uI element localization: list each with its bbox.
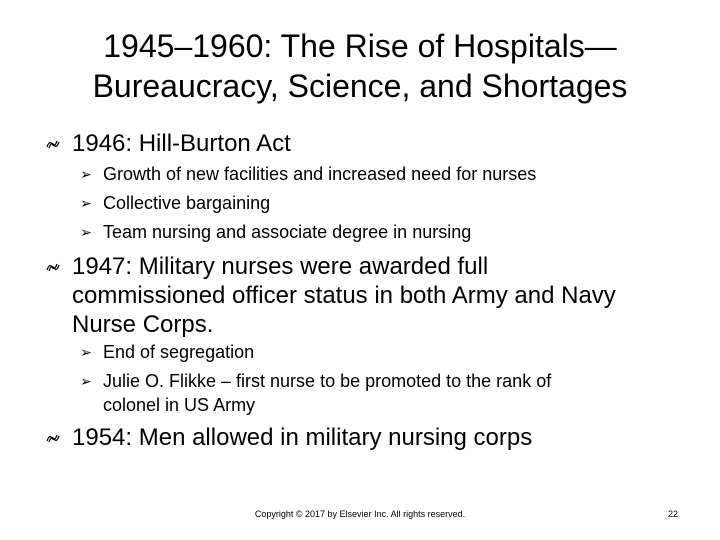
bullet-1947-line-2: commissioned officer status in both Army and Navy (72, 282, 616, 309)
copyright-footer: Copyright © 2017 by Elsevier Inc. All rights reserved. (254, 509, 466, 519)
arrow-bullet-icon: ➢ (80, 195, 92, 211)
arrow-bullet-icon: ➢ (80, 166, 92, 182)
slide-title (20, 26, 700, 106)
slide-title-line-2: Bureaucracy, Science, and Shortages (92, 68, 628, 104)
sub-bullet-team-nursing: Team nursing and associate degree in nursing (103, 222, 472, 242)
slide-title-line-1: 1945–1960: The Rise of Hospitals— (103, 28, 617, 64)
sub-bullet-growth: Growth of new facilities and increased need for nurses (103, 164, 537, 184)
level1-bullet-icon (43, 129, 63, 158)
bullet-1946: 1946: Hill-Burton Act (72, 130, 291, 157)
page-number: 22 (667, 509, 678, 519)
arrow-bullet-icon: ➢ (80, 373, 92, 389)
level1-bullet-icon (43, 423, 63, 452)
bullet-1947-line-3: Nurse Corps. (72, 311, 214, 338)
sub-bullet-segregation: End of segregation (103, 342, 255, 362)
bullet-1954: 1954: Men allowed in military nursing corps (72, 424, 533, 451)
sub-bullet-flikke-line-2: colonel in US Army (103, 395, 256, 415)
arrow-bullet-icon: ➢ (80, 344, 92, 360)
bullet-1947-line-1: 1947: Military nurses were awarded full (72, 253, 489, 280)
sub-bullet-flikke-line-1: Julie O. Flikke – first nurse to be promoted to the rank of (103, 371, 552, 391)
sub-bullet-collective-bargaining: Collective bargaining (103, 193, 271, 213)
level1-bullet-icon (43, 252, 63, 281)
arrow-bullet-icon: ➢ (80, 224, 92, 240)
